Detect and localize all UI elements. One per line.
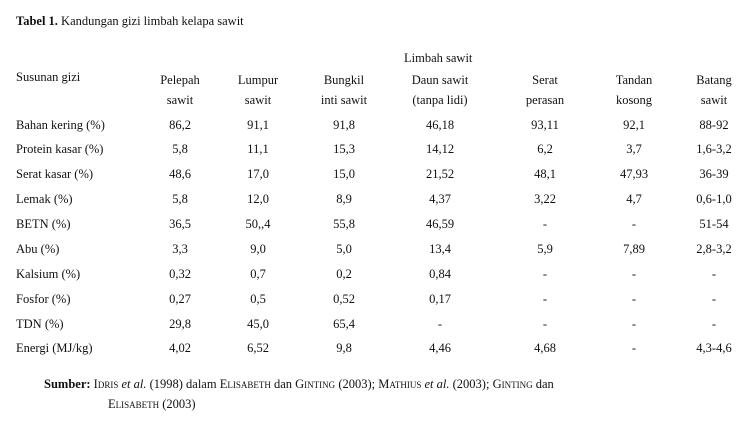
table-cell: -: [542, 267, 548, 281]
table-cell: 0,6-1,0: [696, 192, 732, 206]
table-cell: 0,32: [169, 267, 191, 281]
table-cell: 36,5: [169, 217, 191, 231]
table-cell: 8,9: [336, 192, 352, 206]
source-etal: et al.: [121, 377, 147, 391]
table-cell: 6,52: [247, 341, 269, 355]
table-cell: -: [631, 267, 637, 281]
column-header-line1: Tandan: [615, 73, 653, 87]
column-header-line2: (tanpa lidi): [412, 93, 468, 107]
table-cell: 9,8: [336, 341, 352, 355]
table-cell: 15,0: [333, 167, 355, 181]
source-author: Idris: [93, 377, 119, 391]
table-cell: -: [542, 292, 548, 306]
table-cell: 14,12: [425, 142, 455, 156]
table-cell: 11,1: [247, 142, 269, 156]
table-cell: 4,7: [626, 192, 642, 206]
table-cell: -: [542, 317, 548, 331]
table-cell: 91,1: [247, 118, 269, 132]
source-text: (2003);: [452, 377, 490, 391]
source-text: dan: [273, 377, 293, 391]
row-header: Susunan gizi: [16, 70, 81, 84]
table-cell: 0,2: [336, 267, 352, 281]
table-cell: 0,84: [429, 267, 451, 281]
table-cell: -: [711, 317, 717, 331]
table-cell: 86,2: [169, 118, 191, 132]
table-cell: 17,0: [247, 167, 269, 181]
table-cell: -: [542, 217, 548, 231]
column-header: [299, 70, 389, 110]
table-cell: 46,18: [425, 118, 455, 132]
table-row: [0, 292, 746, 314]
column-header-line2: kosong: [615, 93, 653, 107]
table-cell: 6,2: [537, 142, 553, 156]
table-row: [0, 317, 746, 339]
row-label: Protein kasar (%): [16, 142, 104, 156]
table-row: [0, 267, 746, 289]
column-header: [589, 70, 679, 110]
table-cell: 48,1: [534, 167, 556, 181]
row-label: Fosfor (%): [16, 292, 71, 306]
table-cell: -: [631, 317, 637, 331]
column-header: [669, 70, 746, 110]
table-cell: -: [711, 267, 717, 281]
table-cell: 46,59: [425, 217, 455, 231]
column-header-line1: Lumpur: [237, 73, 279, 87]
column-header-line2: sawit: [244, 93, 272, 107]
table-cell: 92,1: [623, 118, 645, 132]
table-cell: -: [711, 292, 717, 306]
table-row: [0, 118, 746, 140]
table-caption: [16, 14, 244, 29]
table-cell: 0,5: [250, 292, 266, 306]
table-caption-label: Tabel 1.: [16, 14, 58, 28]
table-cell: 0,27: [169, 292, 191, 306]
table-cell: 45,0: [247, 317, 269, 331]
source-text: (2003);: [338, 377, 376, 391]
row-label: Abu (%): [16, 242, 60, 256]
table-cell: 15,3: [333, 142, 355, 156]
table-cell: 50,,4: [245, 217, 271, 231]
table-cell: 93,11: [531, 118, 559, 132]
source-etal: et al.: [424, 377, 450, 391]
table-row: [0, 192, 746, 214]
column-header-line1: Serat: [532, 73, 558, 87]
row-label: BETN (%): [16, 217, 71, 231]
source-author: Ginting: [295, 377, 336, 391]
table-cell: 12,0: [247, 192, 269, 206]
table-cell: 21,52: [425, 167, 455, 181]
table-cell: 0,52: [333, 292, 355, 306]
table-cell: -: [631, 217, 637, 231]
table-cell: 5,9: [537, 242, 553, 256]
table-cell: 3,7: [626, 142, 642, 156]
table-cell: 91,8: [333, 118, 355, 132]
row-label: Serat kasar (%): [16, 167, 94, 181]
source-author: Ginting: [492, 377, 533, 391]
table-cell: 65,4: [333, 317, 355, 331]
source-author: Elisabeth: [219, 377, 271, 391]
table-cell: -: [631, 341, 637, 355]
source-text: (1998) dalam: [149, 377, 217, 391]
table-row: [0, 242, 746, 264]
table-row: [0, 167, 746, 189]
row-label: Energi (MJ/kg): [16, 341, 93, 355]
table-caption-text: Kandungan gizi limbah kelapa sawit: [61, 14, 244, 28]
row-label: Kalsium (%): [16, 267, 81, 281]
row-label: Bahan kering (%): [16, 118, 105, 132]
column-header: [135, 70, 225, 110]
column-header-line1: Pelepah: [160, 73, 200, 87]
column-header: [213, 70, 303, 110]
column-header-line2: sawit: [700, 93, 728, 107]
column-header-line1: Daun sawit: [411, 73, 469, 87]
source-text: (2003): [162, 397, 196, 411]
table-cell: 2,8-3,2: [696, 242, 732, 256]
column-header-line2: sawit: [166, 93, 194, 107]
table-cell: 4,46: [429, 341, 451, 355]
table-cell: 5,0: [336, 242, 352, 256]
table-cell: 88-92: [699, 118, 729, 132]
table-cell: 36-39: [699, 167, 729, 181]
table-cell: 4,3-4,6: [696, 341, 732, 355]
row-label: TDN (%): [16, 317, 64, 331]
source-label: Sumber:: [44, 377, 91, 391]
table-cell: 4,68: [534, 341, 556, 355]
column-header-line1: Batang: [696, 73, 732, 87]
table-cell: 5,8: [172, 192, 188, 206]
table-cell: 48,6: [169, 167, 191, 181]
column-header-line2: inti sawit: [320, 93, 368, 107]
column-header: [395, 70, 485, 110]
table-cell: -: [437, 317, 443, 331]
table-cell: 51-54: [699, 217, 729, 231]
table-cell: 5,8: [172, 142, 188, 156]
table-row: [0, 142, 746, 164]
table-cell: 3,22: [534, 192, 556, 206]
table-cell: 9,0: [250, 242, 266, 256]
table-row: [0, 341, 746, 363]
source-text: dan: [535, 377, 554, 391]
row-label: Lemak (%): [16, 192, 73, 206]
table-cell: 0,7: [250, 267, 266, 281]
table-cell: 47,93: [619, 167, 649, 181]
column-header: [500, 70, 590, 110]
table-cell: 4,37: [429, 192, 451, 206]
table-cell: 0,17: [429, 292, 451, 306]
table-cell: 7,89: [623, 242, 645, 256]
table-row: [0, 217, 746, 239]
group-header: Limbah sawit: [404, 51, 473, 65]
source-note: [44, 374, 554, 414]
table-cell: 1,6-3,2: [696, 142, 732, 156]
table-cell: 13,4: [429, 242, 451, 256]
table-cell: 4,02: [169, 341, 191, 355]
table-cell: 55,8: [333, 217, 355, 231]
table-cell: 3,3: [172, 242, 188, 256]
column-header-line2: perasan: [525, 93, 565, 107]
column-header-line1: Bungkil: [323, 73, 365, 87]
table-cell: -: [631, 292, 637, 306]
source-author: Elisabeth: [108, 397, 160, 411]
source-author: Mathius: [378, 377, 422, 391]
table-cell: 29,8: [169, 317, 191, 331]
